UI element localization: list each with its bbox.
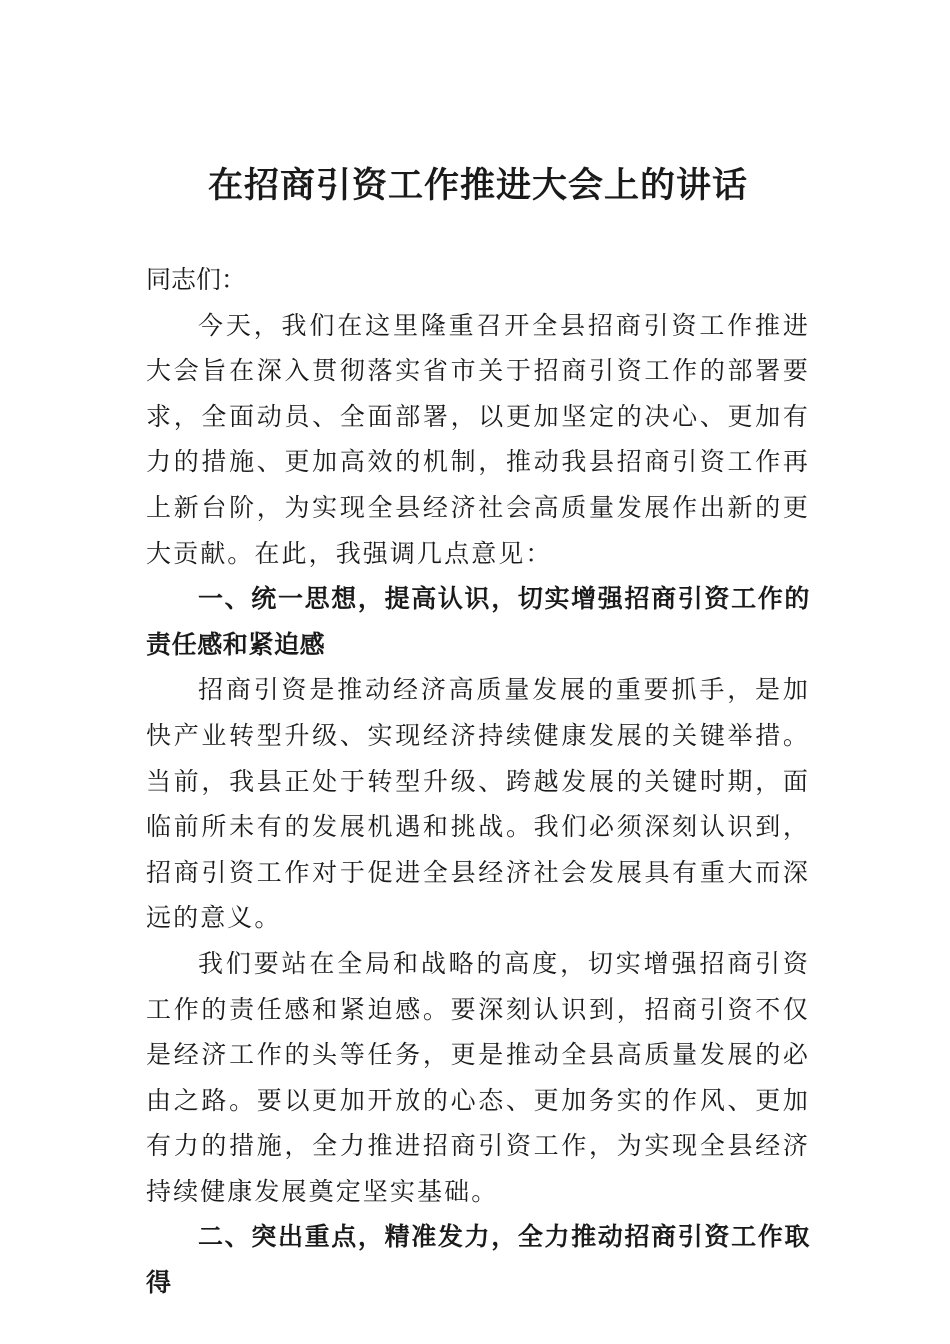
section-heading-2: 二、突出重点，精准发力，全力推动招商引资工作取得 <box>146 1222 810 1298</box>
section-heading-1: 一、统一思想，提高认识，切实增强招商引资工作的责任感和紧迫感 <box>146 584 810 659</box>
document-title: 在招商引资工作推进大会上的讲话 <box>207 165 748 206</box>
paragraph-section1-b: 我们要站在全局和战略的高度，切实增强招商引资工作的责任感和紧迫感。要深刻认识到，招商引资不仅是经济工作的头等任务，更是推动全县高质量发展的必由之路。要以更加开放的心态、更加务实的作风、更加有力的措施，全力推进招商引资工作，为实现全县经济持续健康发展奠定坚实基础。 <box>146 948 810 1206</box>
paragraph-intro: 今天，我们在这里隆重召开全县招商引资工作推进大会旨在深入贯彻落实省市关于招商引资工作的部署要求，全面动员、全面部署，以更加坚定的决心、更加有力的措施、更加高效的机制，推动我县招商引资工作再上新台阶，为实现全县经济社会高质量发展作出新的更大贡献。在此，我强调几点意见： <box>146 310 810 568</box>
document-body <box>146 257 810 1306</box>
paragraph-section1-a: 招商引资是推动经济高质量发展的重要抓手，是加快产业转型升级、实现经济持续健康发展的关键举措。当前，我县正处于转型升级、跨越发展的关键时期，面临前所未有的发展机遇和挑战。我们必须深刻认识到，招商引资工作对于促进全县经济社会发展具有重大而深远的意义。 <box>146 675 810 933</box>
salutation: 同志们： <box>146 265 247 294</box>
